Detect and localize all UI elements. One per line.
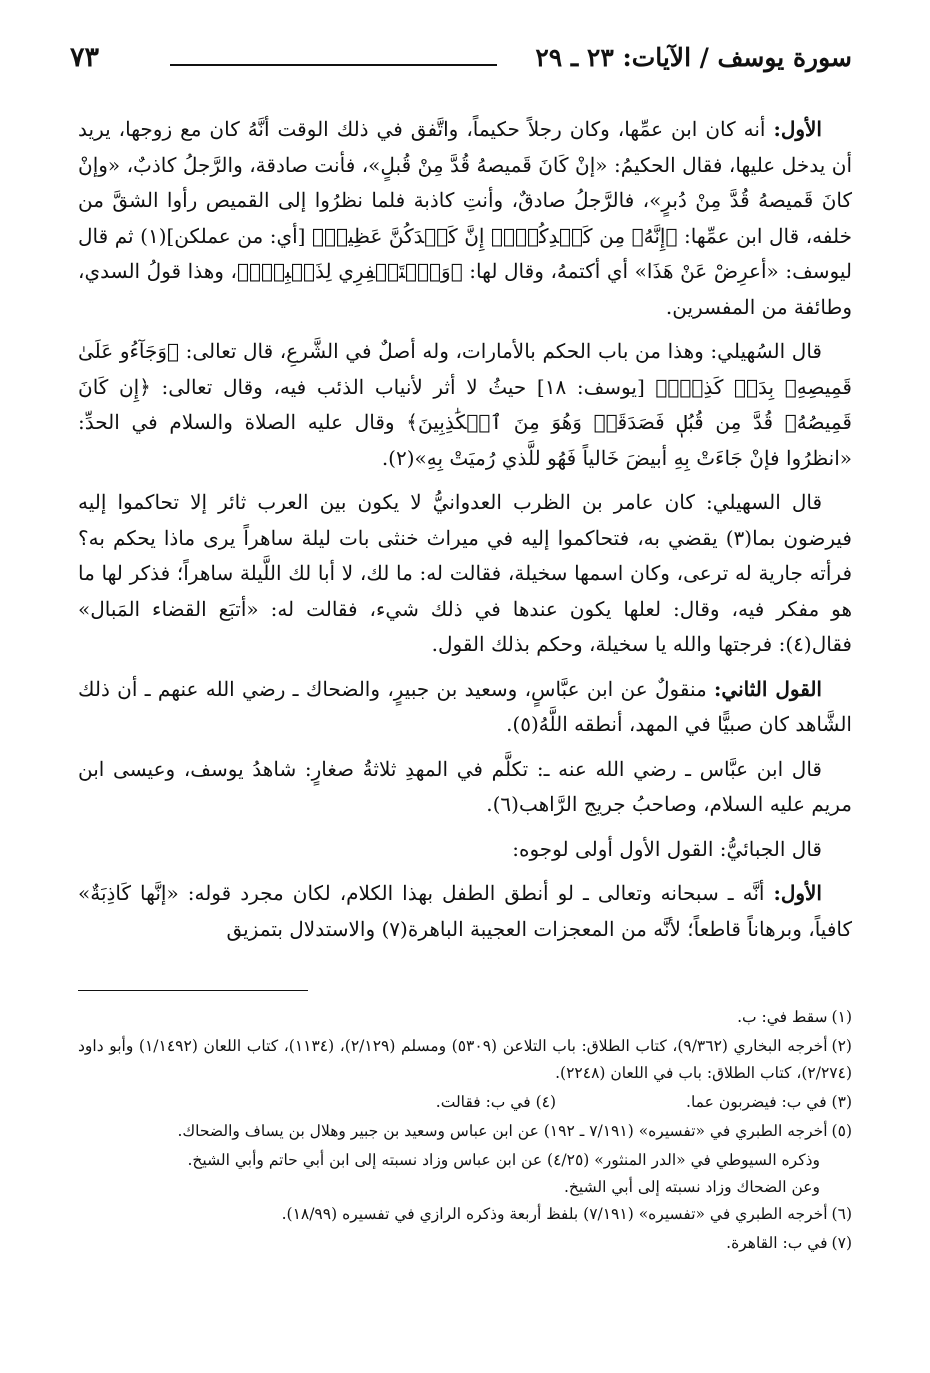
- footnote-5: [78, 1118, 852, 1145]
- running-title: سورة يوسف / الآيات: ٢٣ ـ ٢٩: [535, 43, 852, 72]
- footnotes-3-4: [78, 1089, 852, 1116]
- footnote-number: (٣): [831, 1093, 852, 1111]
- footnote-text: أخرجه الطبري في «تفسيره» (٧/١٩١) بلفظ أربعة وذكره الرازي في تفسيره (١٨/٩٩).: [281, 1205, 828, 1223]
- paragraph-lead: القول الثاني:: [714, 676, 822, 701]
- footnote-number: (٢): [831, 1037, 852, 1055]
- footnote-number: (٧): [831, 1234, 852, 1252]
- footnotes: [78, 1004, 852, 1259]
- footnote-separator: [78, 990, 308, 991]
- footnote-5-addendum-2: وعن الضحاك وزاد نسبته إلى أبي الشيخ.: [563, 1178, 820, 1196]
- footnote-4: [436, 1089, 556, 1116]
- paragraph-text: منقولٌ عن ابن عبَّاسٍ، وسعيد بن جبيرٍ، والضحاك ـ رضي الله عنهم ـ أن ذلك الشَّاهد كان صبيًّا في المهد، أنطقه اللَّهُ(٥).: [78, 676, 852, 736]
- paragraph-text: أنه كان ابن عمِّها، وكان رجلاً حكيماً، واتَّفق في ذلك الوقت أنَّهُ كان مع زوجها، يريد أن يدخل عليها، فقال الحكيمُ: «إنْ كَانَ قَميصهُ قُدَّ مِنْ قُبلٍ»، فأنت صادقة، والرَّجلُ كاذبٌ، «وإنْ كانَ قَميصهُ قُدَّ مِنْ دُبرٍ»، فالرَّجلُ صادقٌ، وأنتِ كاذبة فلما نظرُوا إلى القميص رأوا الشقَّ من خلفه، قال ابن عمِّها: ﴿إِنَّهُۥ مِن كَيۡدِكُنَّۖ إِنَّ كَيۡدَكُنَّ عَظِيمٞ﴾ [أي: من عملكن](١) ثم قال ليوسف: «أعرِضْ عَنْ هَذَا» أي أكتمهُ، وقال لها: ﴿وَٱسۡتَغۡفِرِي لِذَنۢبِكِۖ﴾، وهذا قولُ السدي، وطائفة من المفسرين.: [78, 117, 852, 319]
- footnote-text: في ب: فقالت.: [435, 1093, 531, 1111]
- paragraph-suhayli-1: [78, 334, 852, 476]
- footnote-number: (٦): [831, 1205, 852, 1223]
- footnote-text: أخرجه الطبري في «تفسيره» (٧/١٩١ ـ ١٩٢) عن ابن عباس وسعيد بن جبير وهلال بن يساف والضحاك.: [177, 1122, 828, 1140]
- paragraph-text: قال ابن عبَّاس ـ رضي الله عنه ـ: تكلَّم في المهدِ ثلاثةُ صغارٍ: شاهدُ يوسف، وعيسى ابن مريم عليه السلام، وصاحبُ جريج الرَّاهب(٦).: [78, 756, 852, 816]
- footnote-1: [78, 1004, 852, 1031]
- footnote-6: [78, 1201, 852, 1228]
- page-header: [70, 38, 852, 78]
- footnote-3: [686, 1089, 852, 1116]
- footnote-number: (٥): [831, 1122, 852, 1140]
- main-text: [78, 112, 852, 956]
- footnote-text: في ب: فيضربون عما.: [686, 1093, 827, 1111]
- paragraph-second-opinion: [78, 672, 852, 743]
- paragraph-lead: الأول:: [773, 117, 822, 141]
- footnote-text: سقط في: ب.: [737, 1008, 828, 1026]
- paragraph-suhayli-2: [78, 485, 852, 663]
- paragraph-jubbai: [78, 832, 852, 868]
- footnote-7: [78, 1230, 852, 1257]
- footnote-5-addendum-1: وذكره السيوطي في «الدر المنثور» (٤/٢٥) عن ابن عباس وزاد نسبته إلى ابن أبي حاتم وأبي الشيخ.: [187, 1151, 820, 1169]
- footnote-text: أخرجه البخاري (٩/٣٦٢)، كتاب الطلاق: باب التلاعن (٥٣٠٩) ومسلم (٢/١٢٩)، (١١٣٤)، كتاب اللعان (١/١٤٩٢) وأبو داود (٢/٢٧٤)، كتاب الطلاق: باب في اللعان (٢٢٤٨).: [78, 1037, 852, 1082]
- paragraph-text: أنَّه ـ سبحانه وتعالى ـ لو أنطق الطفل بهذا الكلام، لكان مجرد قوله: «إنَّها كَاذِبَةٌ» كافياً، وبرهاناً قاطعاً؛ لأنَّه من المعجزات العجيبة الباهرة(٧) والاستدلال بتمزيق: [78, 881, 852, 941]
- paragraph-first-reason: [78, 876, 852, 947]
- paragraph-text: قال السُهيلي: وهذا من باب الحكم بالأمارات، وله أصلٌ في الشَّرعِ، قال تعالى: ﴿وَجَآءُو عَلَىٰ قَمِيصِهِۦ بِدَمٖ كَذِبٖۚ﴾ [يوسف: ١٨] حيثُ لا أثر لأنياب الذئب فيه، وقال تعالى: ﴿إِن كَانَ قَمِيصُهُۥ قُدَّ مِن قُبُلٖ فَصَدَقَتۡ وَهُوَ مِنَ ٱلۡكَٰذِبِينَ﴾ وقال عليه الصلاة والسلام في الحدِّ: «انظرُوا فإنْ جَاءَتْ بِهِ أبيضَ خَالياً فَهُو للَّذي رُميَتْ بِهِ»(٢).: [78, 339, 852, 470]
- paragraph-text: قال السهيلي: كان عامر بن الظرب العدوانيُّ لا يكون بين العرب ثائر إلا تحاكموا إليه فيرضون بما(٣) يقضي به، فتحاكموا إليه في ميراث خنثى بات ليلة ساهراً يرى ماذا يحكم به؟ فرأته جارية له ترعى، وكان اسمها سخيلة، فقالت له: ما لك، لا أبا لك اللَّيلة ساهراً؛ فذكر لها ما هو مفكر فيه، وقال: لعلها يكون عندها في ذلك شيء، فقالت له: «أتبَع القضاء المَبال» فقال(٤): فرجتها والله يا سخيلة، وحكم بذلك القول.: [78, 490, 852, 656]
- footnote-number: (١): [831, 1008, 852, 1026]
- paragraph-text: قال الجبائيُّ: القول الأول أولى لوجوه:: [512, 836, 822, 861]
- footnote-text: في ب: القاهرة.: [726, 1234, 828, 1252]
- paragraph-lead: الأول:: [773, 881, 822, 905]
- paragraph-ibn-abbas: [78, 752, 852, 823]
- paragraph-first-opinion: [78, 112, 852, 325]
- footnote-2: [78, 1033, 852, 1087]
- page-number: ٧٣: [70, 42, 100, 73]
- footnote-number: (٤): [535, 1093, 557, 1111]
- header-rule: [170, 64, 497, 66]
